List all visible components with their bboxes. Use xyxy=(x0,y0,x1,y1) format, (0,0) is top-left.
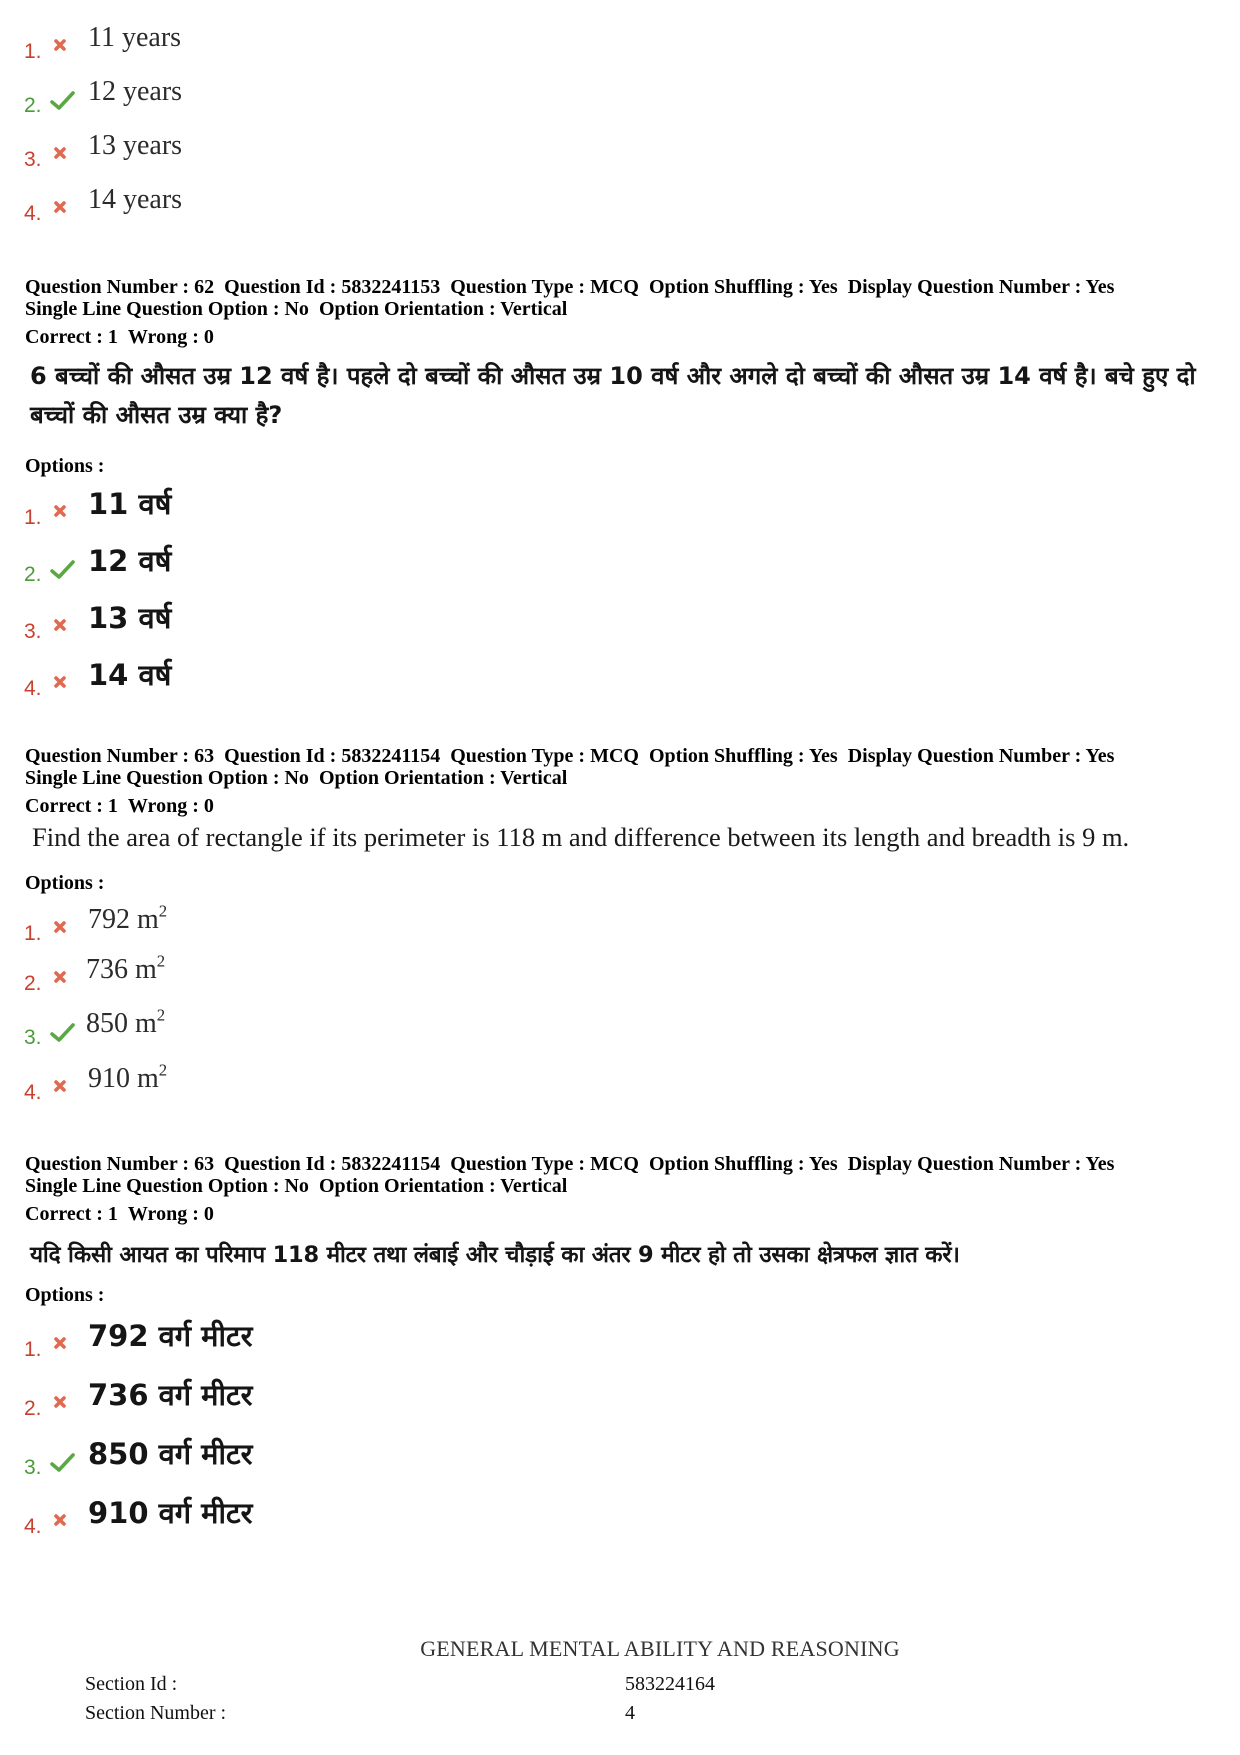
q62-question-text: 6 बच्चों की औसत उम्र 12 वर्ष है। पहले दो बच्चों की औसत उम्र 10 वर्ष और अगले दो बच्चों की औसत उम्र 14 वर्ष है। बचे हुए दो बच्चों की औसत उम्र क्या है? xyxy=(30,362,1196,429)
option-value: 792 m xyxy=(88,904,159,935)
option-number: 4. xyxy=(24,1081,42,1104)
meta-field: Display Question Number : Yes xyxy=(847,1153,1115,1175)
cross-icon xyxy=(50,36,76,58)
option-number: 2. xyxy=(24,563,42,586)
q63-en-option-2 xyxy=(0,951,700,996)
cross-icon xyxy=(50,918,76,940)
q63-en-meta-line-1 xyxy=(25,745,1114,768)
q63-en-meta-line-2 xyxy=(25,767,567,790)
q62-options-label: Options : xyxy=(25,455,105,477)
option-value: 850 m xyxy=(86,1008,157,1039)
option-text: 792 वर्ग मीटर xyxy=(88,1319,253,1353)
meta-field: Correct : 1 xyxy=(25,795,118,817)
option-text xyxy=(86,1005,166,1039)
meta-field: Question Id : 5832241154 xyxy=(224,745,441,767)
q61-option-4 xyxy=(0,186,700,226)
q63-en-option-4 xyxy=(0,1060,700,1105)
meta-field: Correct : 1 xyxy=(25,326,118,348)
cross-icon xyxy=(50,968,76,990)
meta-field: Wrong : 0 xyxy=(127,326,214,348)
option-text: 736 वर्ग मीटर xyxy=(88,1378,253,1412)
meta-field: Single Line Question Option : No xyxy=(25,767,309,789)
option-text: 14 वर्ष xyxy=(88,658,172,692)
option-number: 3. xyxy=(24,1026,42,1049)
option-number: 1. xyxy=(24,40,42,63)
q63-hi-option-3 xyxy=(0,1437,700,1480)
q62-option-1 xyxy=(0,487,700,530)
section-id-value: 583224164 xyxy=(625,1673,715,1695)
q61-option-1 xyxy=(0,24,700,64)
option-number: 2. xyxy=(24,94,42,117)
option-number: 1. xyxy=(24,506,42,529)
option-superscript: 2 xyxy=(156,1005,166,1025)
q62-meta-line-3 xyxy=(25,326,214,349)
option-number: 3. xyxy=(24,620,42,643)
q62-option-4 xyxy=(0,658,700,701)
meta-field: Question Id : 5832241153 xyxy=(224,276,441,298)
q61-option-2 xyxy=(0,78,700,118)
q63-hi-options-label: Options : xyxy=(25,1284,105,1306)
meta-field: Display Question Number : Yes xyxy=(847,745,1115,767)
option-number: 4. xyxy=(24,677,42,700)
q62-option-2 xyxy=(0,544,700,587)
meta-field: Question Number : 63 xyxy=(25,745,215,767)
cross-icon xyxy=(50,1077,76,1099)
option-text xyxy=(86,951,166,985)
cross-icon xyxy=(50,616,76,638)
meta-field: Option Shuffling : Yes xyxy=(648,1153,838,1175)
q63-hi-question-text: यदि किसी आयत का परिमाप 118 मीटर तथा लंबाई और चौड़ाई का अंतर 9 मीटर हो तो उसका क्षेत्रफल ज्ञात करें। xyxy=(30,1242,960,1268)
meta-field: Option Orientation : Vertical xyxy=(318,298,568,320)
option-text: 12 years xyxy=(88,76,183,107)
meta-field: Question Type : MCQ xyxy=(450,745,639,767)
cross-icon xyxy=(50,1511,76,1533)
q63-en-option-3 xyxy=(0,1005,700,1050)
option-number: 1. xyxy=(24,922,42,945)
option-superscript: 2 xyxy=(156,951,166,971)
option-text xyxy=(88,901,168,935)
cross-icon xyxy=(50,144,76,166)
q62-option-3 xyxy=(0,601,700,644)
option-text: 910 वर्ग मीटर xyxy=(88,1496,253,1530)
option-text: 850 वर्ग मीटर xyxy=(88,1437,253,1471)
q63-en-options-label: Options : xyxy=(25,872,105,894)
section-number-value: 4 xyxy=(625,1702,635,1724)
q63-en-question-text: Find the area of rectangle if its perimeter is 118 m and difference between its length and breadth is 9 m. xyxy=(32,822,1130,852)
meta-field: Display Question Number : Yes xyxy=(847,276,1115,298)
meta-field: Correct : 1 xyxy=(25,1203,118,1225)
q62-meta-line-2 xyxy=(25,298,567,321)
option-text: 11 वर्ष xyxy=(88,487,172,521)
section-id-label: Section Id : xyxy=(85,1673,178,1695)
cross-icon xyxy=(50,198,76,220)
meta-field: Question Id : 5832241154 xyxy=(224,1153,441,1175)
check-icon xyxy=(50,559,76,581)
meta-field: Wrong : 0 xyxy=(127,795,214,817)
section-title: GENERAL MENTAL ABILITY AND REASONING xyxy=(420,1636,900,1661)
option-value: 736 m xyxy=(86,954,157,985)
meta-field: Option Shuffling : Yes xyxy=(648,276,838,298)
option-number: 3. xyxy=(24,148,42,171)
q63-hi-meta-line-3 xyxy=(25,1203,214,1226)
check-icon xyxy=(50,1452,76,1474)
cross-icon xyxy=(50,502,76,524)
meta-field: Option Orientation : Vertical xyxy=(318,1175,568,1197)
check-icon xyxy=(50,1022,76,1044)
cross-icon xyxy=(50,673,76,695)
option-number: 4. xyxy=(24,1515,42,1538)
meta-field: Option Shuffling : Yes xyxy=(648,745,838,767)
q63-hi-option-4 xyxy=(0,1496,700,1539)
q62-meta-line-1 xyxy=(25,276,1114,299)
option-superscript: 2 xyxy=(158,1060,168,1080)
option-number: 3. xyxy=(24,1456,42,1479)
section-number-label: Section Number : xyxy=(85,1702,227,1724)
meta-field: Question Type : MCQ xyxy=(450,276,639,298)
option-text: 14 years xyxy=(88,184,183,215)
option-text: 11 years xyxy=(88,22,182,53)
option-number: 2. xyxy=(24,972,42,995)
option-value: 910 m xyxy=(88,1063,159,1094)
option-text: 12 वर्ष xyxy=(88,544,172,578)
meta-field: Option Orientation : Vertical xyxy=(318,767,568,789)
meta-field: Question Number : 62 xyxy=(25,276,215,298)
q61-option-3 xyxy=(0,132,700,172)
q63-en-option-1 xyxy=(0,901,700,946)
meta-field: Single Line Question Option : No xyxy=(25,1175,309,1197)
q63-hi-meta-line-1 xyxy=(25,1153,1114,1176)
option-text: 13 years xyxy=(88,130,183,161)
option-number: 4. xyxy=(24,202,42,225)
q63-hi-meta-line-2 xyxy=(25,1175,567,1198)
meta-field: Question Number : 63 xyxy=(25,1153,215,1175)
option-number: 2. xyxy=(24,1397,42,1420)
check-icon xyxy=(50,90,76,112)
option-text xyxy=(88,1060,168,1094)
q63-hi-option-2 xyxy=(0,1378,700,1421)
meta-field: Single Line Question Option : No xyxy=(25,298,309,320)
cross-icon xyxy=(50,1393,76,1415)
option-superscript: 2 xyxy=(158,901,168,921)
cross-icon xyxy=(50,1334,76,1356)
option-number: 1. xyxy=(24,1338,42,1361)
option-text: 13 वर्ष xyxy=(88,601,172,635)
meta-field: Question Type : MCQ xyxy=(450,1153,639,1175)
q63-hi-option-1 xyxy=(0,1319,700,1362)
q63-en-meta-line-3 xyxy=(25,795,214,818)
meta-field: Wrong : 0 xyxy=(127,1203,214,1225)
